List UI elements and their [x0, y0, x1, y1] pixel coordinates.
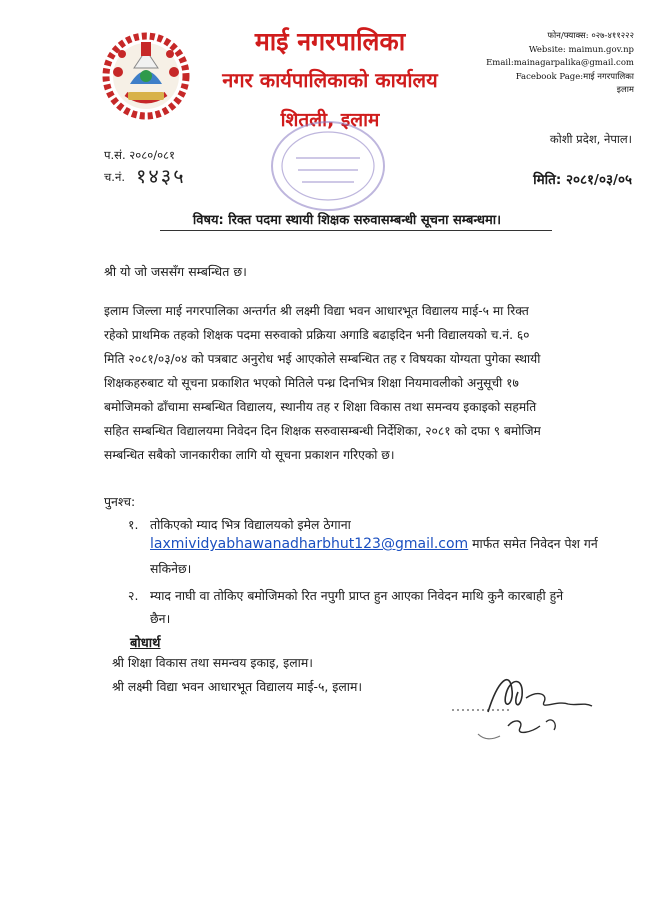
postscript-item-number: १. — [128, 517, 139, 532]
contact-website[interactable]: Website: maimun.gov.np — [528, 44, 634, 55]
contact-email[interactable]: Email:mainagarpalika@gmail.com — [486, 58, 634, 68]
body-paragraph-line: मिति २०८१/०३/०४ को पत्रबाट अनुरोध भई आएकोले सम्बन्धित तह र विषयका योग्यता पुगेका स्थायी — [104, 352, 541, 366]
subject-underline — [160, 230, 552, 231]
office-stamp-icon — [268, 118, 388, 214]
postscript-item-text: सकिनेछ। — [150, 561, 192, 576]
subject-line: विषय: रिक्त पदमा स्थायी शिक्षक सरुवासम्बन्धी सूचना सम्बन्धमा। — [192, 213, 502, 228]
postscript-label: पुनश्च: — [104, 494, 136, 509]
body-paragraph-line: शिक्षकहरुबाट यो सूचना प्रकाशित भएको मितिले पन्ध्र दिनभित्र शिक्षा नियमावलीको अनुसूची १७ — [104, 376, 519, 390]
body-paragraph-line: सम्बन्धित सबैको जानकारीका लागि यो सूचना प्रकाशन गरिएको छ। — [104, 448, 395, 462]
cc-label: बोधार्थ — [130, 636, 161, 651]
office-name: नगर कार्यपालिकाको कार्यालय — [222, 68, 438, 92]
contact-block — [444, 30, 634, 98]
body-paragraph-line: इलाम जिल्ला माई नगरपालिका अन्तर्गत श्री लक्ष्मी विद्या भवन आधारभूत विद्यालय माई-५ मा रिक्त — [104, 304, 529, 318]
reference-fiscal-year: प.सं. २०८०/०८१ — [104, 148, 176, 162]
postscript-item-text: तोकिएको म्याद भित्र विद्यालयको इमेल ठेगाना — [150, 517, 351, 532]
org-name: माई नगरपालिका — [254, 27, 406, 56]
reference-number: १४३५ — [136, 164, 186, 188]
body-paragraph-line: सहित सम्बन्धित विद्यालयमा निवेदन दिन शिक्षक सरुवासम्बन्धी निर्देशिका, २०८१ को दफा ९ बमोजिम — [104, 424, 541, 438]
reference-number-label: च.नं. — [104, 170, 125, 184]
contact-facebook-place: इलाम — [616, 85, 634, 95]
body-paragraph-line: बमोजिमको ढाँचामा सम्बन्धित विद्यालय, स्थानीय तह र शिक्षा विकास तथा समन्वय इकाइको सहमति — [104, 400, 537, 414]
postscript-item-text: छैन। — [150, 611, 171, 626]
letter-date: मिति: २०८१/०३/०५ — [533, 172, 632, 188]
postscript-item-text: मार्फत समेत निवेदन पेश गर्न — [468, 536, 598, 551]
contact-phone: फोन/फ्याक्स: ०२७-४११२२२ — [547, 31, 634, 41]
province: कोशी प्रदेश, नेपाल। — [549, 132, 632, 146]
postscript-item-text: म्याद नाघी वा तोकिए बमोजिमको रित नपुगी प्राप्त हुन आएका निवेदन माथि कुनै कारबाही हुने — [150, 588, 564, 603]
salutation: श्री यो जो जससँग सम्बन्धित छ। — [104, 264, 247, 279]
body-paragraph-line: रहेको प्राथमिक तहको शिक्षक पदमा सरुवाको प्रक्रिया अगाडि बढाइदिन भनी विद्यालयको च.नं. ६० — [104, 328, 530, 342]
school-email-link[interactable]: laxmividyabhawanadharbhut123@gmail.com — [150, 536, 469, 552]
office-place: शितली, इलाम — [280, 109, 380, 131]
postscript-email-line — [150, 535, 598, 552]
postscript-item-number: २. — [128, 588, 139, 603]
signature-icon — [448, 670, 608, 760]
cc-recipient: श्री शिक्षा विकास तथा समन्वय इकाइ, इलाम। — [112, 655, 313, 670]
cc-recipient: श्री लक्ष्मी विद्या भवन आधारभूत विद्यालय माई-५, इलाम। — [112, 679, 363, 694]
contact-facebook[interactable]: Facebook Page:माई नगरपालिका — [515, 71, 634, 82]
